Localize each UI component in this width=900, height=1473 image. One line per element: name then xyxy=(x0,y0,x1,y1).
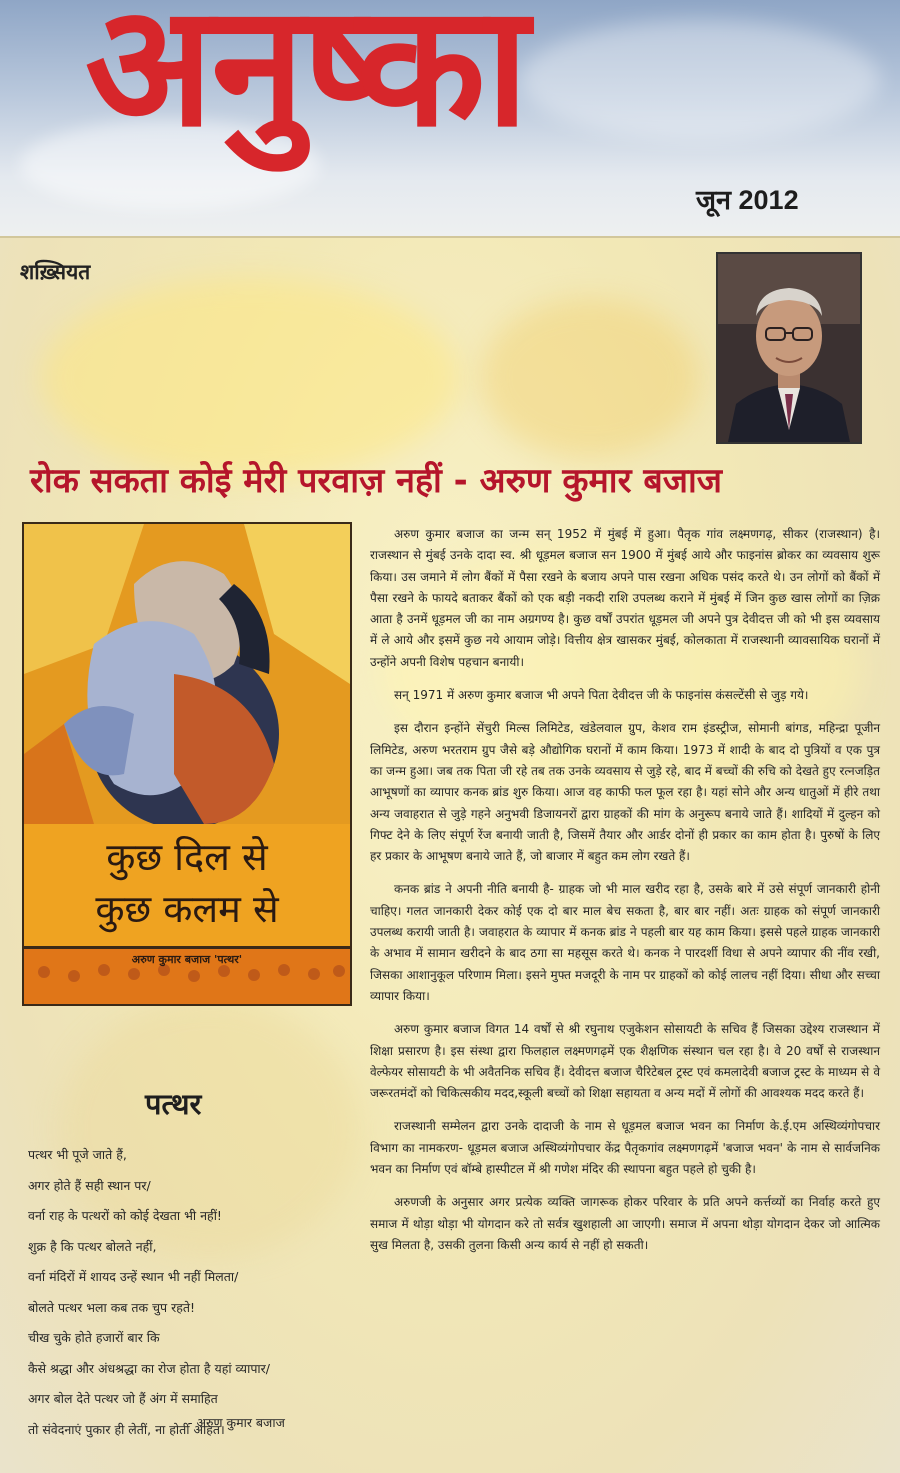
poem-line: अगर बोल देते पत्थर जो हैं अंग में समाहित xyxy=(28,1391,218,1406)
article-paragraph: अरुणजी के अनुसार अगर प्रत्येक व्यक्ति जागरूक होकर परिवार के प्रति अपने कर्त्तव्यों का निर्वाह करते हुए समाज में थोड़ा थोड़ा भी योगदान करे तो सर्वत्र खुशहाली आ जाएगी। समाज में अपना थोड़ा योगदान देकर जो आत्मिक सुख मिलता है, उसकी तुलना किसी अन्य कार्य से नहीं हो सकती। xyxy=(370,1195,880,1252)
poem-credit: - अरुण कुमार बजाज xyxy=(188,1415,285,1430)
article-paragraph: राजस्थानी सम्मेलन द्वारा उनके दादाजी के नाम से धूड़मल बजाज भवन का निर्माण के.ई.एम अस्थिव्यंगोपचार विभाग का नामकरण- धूड़मल बजाज अस्थिव्यंगोपचार केंद्र पैतृकगांव लक्ष्मणगढ़में 'बजाज भवन' के नाम से सार्वजनिक भवन का निर्माण एवं बॉम्बे हास्पीटल में श्री गणेश मंदिर की स्थापना बहुत पहले हो चुकी है। xyxy=(370,1119,880,1177)
poem-line: वर्ना मंदिरों में शायद उन्हें स्थान भी नहीं मिलता/ xyxy=(28,1269,239,1284)
article-paragraph: सन् 1971 में अरुण कुमार बजाज भी अपने पिता देवीदत्त जी के फाइनांस कंसल्टेंसी से जुड़ गये। xyxy=(394,688,809,703)
book-cover xyxy=(22,522,352,1006)
poem-line: कैसे श्रद्धा और अंधश्रद्धा का रोज होता है यहां व्यापार/ xyxy=(28,1360,270,1376)
book-author: अरुण कुमार बजाज 'पत्थर' xyxy=(131,953,243,966)
poem-line: तो संवेदनाएं पुकार ही लेतीं, ना होतीं आहत। xyxy=(28,1421,225,1437)
article-paragraph: अरुण कुमार बजाज विगत 14 वर्षों से श्री रघुनाथ एजुकेशन सोसायटी के सचिव हैं जिसका उद्देश्य राजस्थान में शिक्षा प्रसारण है। इस संस्था द्वारा फिलहाल लक्ष्मणगढ़में एक शैक्षणिक संस्थान चल रहा है। वे 20 वर्षों से राजस्थान वेल्फेयर सोसायटी के भी अवैतनिक सचिव हैं। देवीदत्त बजाज चैरिटेबल ट्रस्ट एवं कमलादेवी बजाज ट्रस्ट के माध्यम से वे जरूरतमंदों को चिकित्सकीय मदद,स्कूली बच्चों को शिक्षा सहायता व अन्य मदों में लोगों की आवश्यक मदद करते हैं। xyxy=(370,1022,880,1101)
poem-line: पत्थर भी पूजे जाते हैं, xyxy=(28,1147,127,1162)
magazine-title: अनुष्का xyxy=(85,0,528,164)
issue-date: जून 2012 xyxy=(696,185,799,215)
poem-title: पत्थर xyxy=(145,1087,202,1121)
article-body xyxy=(370,524,880,1268)
article-paragraph: कनक ब्रांड ने अपनी नीति बनायी है- ग्राहक जो भी माल खरीद रहा है, उसके बारे में उसे संपूर्ण जानकारी होनी चाहिए। गलत जानकारी देकर कोई एक दो बार माल बेच सकता है, बार बार नहीं। अतः ग्राहक को संपूर्ण जानकारी उपलब्ध करायी जाती है। जवाहरात के व्यापार में कनक ब्रांड ने पहली बार यह काम किया। इससे पहले ग्राहक जानकारी के अभाव में सामान खरीदने के बाद ठगा सा महसूस करते थे। कनक ने पारदर्शी विधा से अपने व्यापार की नींव रखी, जिसका आशानुकूल परिणाम मिला। इसने मुफ्त मजदूरी के नाम पर ग्राहकों को कोई लालच नहीं दिया। सीधा और सच्चा व्यापार किया। xyxy=(370,882,880,1003)
poem-line: अगर होते हैं सही स्थान पर/ xyxy=(28,1177,151,1193)
poem-line: बोलते पत्थर भला कब तक चुप रहते! xyxy=(28,1299,196,1315)
poem-line: वर्ना राह के पत्थरों को कोई देखता भी नहीं! xyxy=(28,1208,222,1223)
book-title-line1: कुछ दिल से xyxy=(106,835,268,879)
article-paragraph: अरुण कुमार बजाज का जन्म सन् 1952 में मुंबई में हुआ। पैतृक गांव लक्ष्मणगढ़, सीकर (राजस्थान) है। राजस्थान से मुंबई उनके दादा स्व. श्री धूड़मल बजाज सन 1900 में मुंबई आये और फाइनांस ब्रोकर का व्यवसाय शुरू किया। उस जमाने में लोग बैंकों में पैसा रखने के बजाय अपने पास रखना अधिक पसंद करते थे। उन लोगों को बैंकों में पैसा रखने के फायदे बताकर बैंकों को एक बड़ी नकदी राशि उपलब्ध कराने में मुंबई में जिन कुछ खास लोगों का ज़िक्र आता है उनमें धूड़मल जी का नाम अग्रगण्य है। कुछ वर्षों उपरांत धूड़मल जी अपने पुत्र देवीदत्त जी को भी इस व्यवसाय में ले आये और इसमें कुछ नये आयाम जोड़े। वित्तीय क्षेत्र खासकर मुंबई, कोलकाता में राजस्थानी व्यावसायिक घरानों में उन्होंने अपनी विशेष पहचान बनायी। xyxy=(370,527,880,669)
masthead xyxy=(0,0,900,236)
article-paragraph: इस दौरान इन्होंने सेंचुरी मिल्स लिमिटेड, खंडेलवाल ग्रुप, केशव राम इंडस्ट्रीज, सोमानी बांगड, महिन्द्रा पूजीन लिमिटेड, अरुण भरतराम ग्रुप जैसे बड़े औद्योगिक घरानों में काम किया। 1973 में शादी के बाद दो पुत्रियों व एक पुत्र का जन्म हुआ। जब तक पिता जी रहे तब तक उनके व्यवसाय से जुड़े रहे, बाद में बच्चों की रुचि को देखते हुए रत्नजड़ित आभूषणों का व्यापार कनक ब्रांड शुरु किया। आज वह काफी फल फूल रहा है। यहां सोने और अन्य धातुओं में हीरे तथा अन्य जवाहरात से जुड़े गहने अनुभवी डिजायनरों द्वारा ग्राहकों की मांग के अनुरूप बनाये जाते हैं। शादियों में दुल्हन को गिफ्ट देने के लिए संपूर्ण रेंज बनायी जाती है, जिसमें तैयार और आर्डर दोनों ही प्रकार का काम होता है। पुरुषों के लिए हर प्रकार के आभूषण बनाये जाते हैं, जो बाजार में बहुत कम लोग रखते हैं। xyxy=(370,721,880,864)
poem-body xyxy=(28,1140,358,1445)
author-photo xyxy=(716,252,862,444)
book-title-line2: कुछ कलम से xyxy=(95,887,279,931)
poem-line: शुक्र है कि पत्थर बोलते नहीं, xyxy=(28,1238,157,1254)
section-label: शख़्सियत xyxy=(20,260,91,284)
headline: रोक सकता कोई मेरी परवाज़ नहीं - अरुण कुमार बजाज xyxy=(30,461,723,501)
poem-line: चीख चुके होते हजारों बार कि xyxy=(28,1330,160,1345)
